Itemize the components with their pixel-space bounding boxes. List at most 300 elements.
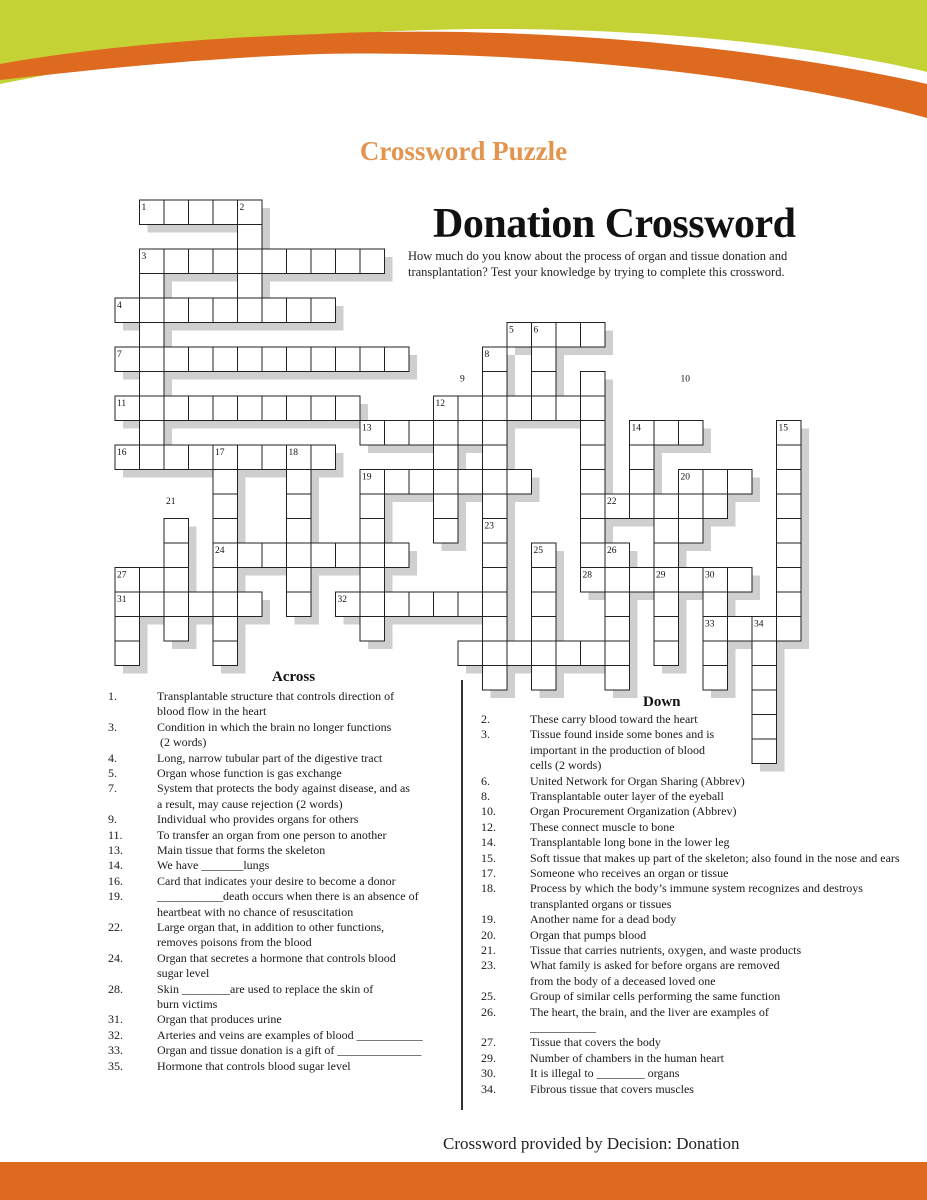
grid-cell[interactable] — [360, 617, 385, 642]
grid-cell[interactable] — [654, 543, 679, 568]
clue-text: Arteries and veins are examples of blood ___________ — [157, 1027, 423, 1042]
grid-cell[interactable] — [213, 347, 238, 372]
grid-cell[interactable] — [556, 641, 581, 666]
clue-text: We have _______lungs — [157, 858, 270, 873]
grid-cell[interactable] — [434, 421, 459, 446]
grid-cell[interactable] — [532, 666, 557, 691]
clue-number: 10. — [481, 804, 496, 819]
clue-number: 35. — [108, 1058, 123, 1073]
clue-number: 34. — [481, 1081, 496, 1096]
clue-number: 26. — [481, 1004, 496, 1019]
grid-clue-number: 23 — [484, 521, 494, 532]
grid-cell[interactable] — [605, 666, 630, 691]
grid-cell[interactable] — [262, 298, 287, 323]
grid-cell[interactable] — [703, 666, 728, 691]
grid-cell[interactable] — [164, 249, 189, 274]
clue-number: 25. — [481, 989, 496, 1004]
grid-cell[interactable] — [238, 347, 263, 372]
clue-row — [481, 804, 927, 819]
grid-cell[interactable] — [385, 421, 410, 446]
grid-cell[interactable] — [654, 494, 679, 519]
grid-cell[interactable] — [605, 641, 630, 666]
grid-cell[interactable] — [654, 641, 679, 666]
grid-cell[interactable] — [507, 470, 532, 495]
clue-number: 17. — [481, 866, 496, 880]
grid-cell[interactable] — [287, 519, 312, 544]
grid-cell[interactable] — [581, 519, 606, 544]
clue-number: 19. — [108, 889, 123, 904]
clue-number: 24. — [108, 950, 123, 965]
grid-cell[interactable] — [311, 543, 336, 568]
grid-cell[interactable] — [287, 592, 312, 617]
grid-cell[interactable] — [189, 347, 214, 372]
grid-cell[interactable] — [777, 568, 802, 593]
grid-cell[interactable] — [213, 494, 238, 519]
grid-cell[interactable] — [483, 445, 508, 470]
grid-cell[interactable] — [164, 445, 189, 470]
grid-cell[interactable] — [556, 396, 581, 421]
grid-cell[interactable] — [581, 323, 606, 348]
grid-clue-number: 25 — [533, 546, 543, 556]
clue-text: ___________ — [530, 1019, 596, 1034]
grid-clue-number: 9 — [460, 374, 465, 385]
grid-cell[interactable] — [728, 617, 753, 642]
grid-cell[interactable] — [360, 249, 385, 274]
grid-cell[interactable] — [189, 249, 214, 274]
grid-cell[interactable] — [581, 372, 606, 397]
column-divider — [461, 680, 463, 1110]
clue-row — [481, 1035, 927, 1050]
grid-cell[interactable] — [679, 568, 704, 593]
grid-cell[interactable] — [703, 592, 728, 617]
grid-cell[interactable] — [213, 568, 238, 593]
grid-cell[interactable] — [385, 543, 410, 568]
grid-cell[interactable] — [164, 200, 189, 225]
grid-cell[interactable] — [311, 445, 336, 470]
grid-cell[interactable] — [777, 445, 802, 470]
grid-clue-number: 14 — [631, 423, 641, 434]
grid-clue-number: 12 — [435, 399, 445, 409]
grid-cell[interactable] — [532, 396, 557, 421]
grid-cell[interactable] — [360, 543, 385, 568]
clue-text: sugar level — [157, 966, 210, 981]
clue-number: 9. — [108, 812, 117, 827]
grid-cell[interactable] — [532, 372, 557, 397]
grid-cell[interactable] — [360, 494, 385, 519]
grid-cell[interactable] — [164, 617, 189, 642]
grid-cell[interactable] — [630, 568, 655, 593]
grid-clue-number: 26 — [607, 546, 617, 556]
clue-text: Individual who provides organs for others — [157, 812, 359, 827]
clue-row — [481, 943, 927, 958]
grid-cell[interactable] — [189, 298, 214, 323]
grid-cell[interactable] — [115, 641, 140, 666]
grid-cell[interactable] — [483, 470, 508, 495]
clue-number: 11. — [108, 827, 123, 842]
clue-text: Tissue found inside some bones and is — [530, 727, 715, 742]
grid-cell[interactable] — [483, 494, 508, 519]
grid-cell[interactable] — [556, 323, 581, 348]
grid-cell[interactable] — [140, 372, 165, 397]
grid-cell[interactable] — [581, 494, 606, 519]
grid-cell[interactable] — [189, 200, 214, 225]
grid-cell[interactable] — [336, 249, 361, 274]
grid-cell[interactable] — [434, 445, 459, 470]
grid-clue-number: 18 — [288, 448, 298, 458]
grid-cell[interactable] — [532, 568, 557, 593]
grid-cell[interactable] — [581, 470, 606, 495]
clue-row — [481, 866, 927, 881]
section-title: Crossword Puzzle — [359, 136, 568, 166]
grid-cell[interactable] — [140, 274, 165, 299]
grid-cell[interactable] — [385, 470, 410, 495]
clue-number: 28. — [108, 981, 123, 996]
clue-row — [481, 989, 927, 1004]
clue-text: Card that indicates your desire to become a donor — [157, 873, 396, 888]
grid-cell[interactable] — [483, 666, 508, 691]
grid-clue-number: 20 — [680, 472, 690, 483]
grid-clue-number: 15 — [778, 423, 788, 434]
clue-text: Soft tissue that makes up part of the skeleton; also found in the nose and ears — [530, 850, 900, 865]
grid-cell[interactable] — [164, 298, 189, 323]
grid-cell[interactable] — [777, 519, 802, 544]
clue-number: 19. — [481, 912, 496, 927]
clue-row — [481, 958, 927, 989]
clue-number: 18. — [481, 881, 496, 896]
grid-cell[interactable] — [483, 592, 508, 617]
grid-cell[interactable] — [311, 298, 336, 323]
grid-cell[interactable] — [140, 298, 165, 323]
clue-text: Long, narrow tubular part of the digestive tract — [157, 750, 383, 765]
clue-number: 27. — [481, 1035, 496, 1050]
grid-cell[interactable] — [287, 470, 312, 495]
grid-clue-number: 19 — [362, 472, 372, 483]
grid-cell[interactable] — [777, 494, 802, 519]
grid-cell[interactable] — [458, 421, 483, 446]
grid-cell[interactable] — [458, 592, 483, 617]
grid-cell[interactable] — [507, 396, 532, 421]
clue-text: Condition in which the brain no longer functions — [157, 719, 392, 734]
grid-cell[interactable] — [703, 641, 728, 666]
grid-cell[interactable] — [189, 592, 214, 617]
grid-cell[interactable] — [360, 592, 385, 617]
grid-cell[interactable] — [777, 543, 802, 568]
grid-cell[interactable] — [409, 470, 434, 495]
grid-cell[interactable] — [483, 396, 508, 421]
clue-number: 16. — [108, 873, 123, 888]
grid-cell[interactable] — [140, 347, 165, 372]
grid-cell[interactable] — [752, 666, 777, 691]
grid-cell[interactable] — [140, 421, 165, 446]
grid-cell[interactable] — [238, 249, 263, 274]
clue-text: Someone who receives an organ or tissue — [530, 866, 729, 880]
grid-clue-number: 13 — [362, 423, 372, 434]
grid-clue-number: 16 — [117, 448, 127, 458]
grid-cell[interactable] — [409, 421, 434, 446]
grid-cell[interactable] — [213, 592, 238, 617]
grid-clue-number: 24 — [215, 546, 225, 556]
grid-cell[interactable] — [164, 347, 189, 372]
grid-clue-number: 2 — [239, 203, 245, 213]
grid-cell[interactable] — [752, 641, 777, 666]
clue-text: a result, may cause rejection (2 words) — [157, 796, 343, 811]
grid-cell[interactable] — [532, 617, 557, 642]
grid-cell[interactable] — [458, 641, 483, 666]
clue-number: 8. — [481, 789, 490, 803]
grid-cell[interactable] — [605, 617, 630, 642]
grid-cell[interactable] — [262, 249, 287, 274]
grid-cell[interactable] — [164, 519, 189, 544]
grid-clue-number: 5 — [509, 325, 514, 336]
grid-cell[interactable] — [434, 519, 459, 544]
grid-cell[interactable] — [581, 641, 606, 666]
grid-clue-number: 22 — [607, 497, 617, 507]
grid-clue-number: 32 — [337, 595, 347, 605]
grid-cell[interactable] — [483, 641, 508, 666]
clue-text: Large organ that, in addition to other functions, — [157, 920, 385, 934]
grid-cell[interactable] — [213, 396, 238, 421]
clue-row — [481, 835, 927, 850]
clue-text: System that protects the body against disease, and as — [157, 781, 410, 796]
grid-cell[interactable] — [434, 470, 459, 495]
clue-number: 33. — [108, 1043, 123, 1058]
grid-cell[interactable] — [311, 347, 336, 372]
clue-text: Tissue that covers the body — [530, 1035, 661, 1050]
clue-text: heartbeat with no chance of resuscitation — [157, 904, 354, 919]
grid-cell[interactable] — [679, 421, 704, 446]
grid-cell[interactable] — [532, 641, 557, 666]
grid-cell[interactable] — [115, 617, 140, 642]
grid-cell[interactable] — [654, 617, 679, 642]
grid-cell[interactable] — [262, 396, 287, 421]
grid-clue-number: 21 — [166, 497, 176, 507]
grid-clue-number: 7 — [117, 350, 122, 360]
grid-cell[interactable] — [238, 298, 263, 323]
grid-cell[interactable] — [189, 396, 214, 421]
clue-text: Group of similar cells performing the same function — [530, 989, 781, 1004]
grid-cell[interactable] — [434, 592, 459, 617]
clue-text: Number of chambers in the human heart — [530, 1050, 724, 1065]
grid-clue-number: 4 — [117, 301, 122, 311]
clue-number: 6. — [481, 773, 490, 788]
grid-clue-number: 10 — [680, 374, 690, 385]
clue-text: These carry blood toward the heart — [530, 712, 698, 726]
grid-cell[interactable] — [679, 494, 704, 519]
clue-number: 1. — [108, 689, 117, 703]
clue-row — [481, 712, 927, 727]
clue-number: 4. — [108, 750, 117, 765]
clue-text: United Network for Organ Sharing (Abbrev) — [530, 773, 745, 788]
grid-cell[interactable] — [164, 396, 189, 421]
grid-cell[interactable] — [287, 396, 312, 421]
grid-cell[interactable] — [679, 519, 704, 544]
grid-cell[interactable] — [581, 421, 606, 446]
grid-cell[interactable] — [360, 347, 385, 372]
grid-cell[interactable] — [483, 617, 508, 642]
grid-cell[interactable] — [360, 568, 385, 593]
grid-cell[interactable] — [777, 592, 802, 617]
across-heading: Across — [272, 669, 316, 685]
grid-cell[interactable] — [703, 470, 728, 495]
grid-cell[interactable] — [287, 298, 312, 323]
grid-cell[interactable] — [434, 494, 459, 519]
grid-cell[interactable] — [140, 568, 165, 593]
grid-cell[interactable] — [483, 372, 508, 397]
clue-text: burn victims — [157, 996, 218, 1011]
clue-text: Organ whose function is gas exchange — [157, 766, 342, 780]
grid-cell[interactable] — [630, 470, 655, 495]
clue-text: Tissue that carries nutrients, oxygen, and waste products — [530, 943, 802, 957]
clue-number: 15. — [481, 850, 496, 865]
footer-credit: Crossword provided by Decision: Donation — [443, 1134, 740, 1153]
grid-cell[interactable] — [311, 249, 336, 274]
clue-number: 23. — [481, 958, 496, 973]
grid-cell[interactable] — [654, 421, 679, 446]
grid-cell[interactable] — [458, 470, 483, 495]
grid-cell[interactable] — [385, 347, 410, 372]
grid-cell[interactable] — [213, 641, 238, 666]
clue-row — [481, 1051, 927, 1066]
grid-cell[interactable] — [189, 445, 214, 470]
grid-cell[interactable] — [483, 568, 508, 593]
grid-cell[interactable] — [703, 494, 728, 519]
grid-cell[interactable] — [140, 396, 165, 421]
grid-cell[interactable] — [262, 543, 287, 568]
grid-clue-number: 8 — [484, 350, 490, 360]
grid-cell[interactable] — [213, 519, 238, 544]
clue-text: Organ that secretes a hormone that controls blood — [157, 950, 396, 965]
clue-row — [481, 851, 927, 866]
grid-cell[interactable] — [213, 298, 238, 323]
grid-clue-number: 1 — [141, 203, 147, 213]
grid-cell[interactable] — [360, 519, 385, 544]
clue-text: It is illegal to ________ organs — [530, 1066, 680, 1081]
grid-cell[interactable] — [140, 592, 165, 617]
clue-text: removes poisons from the blood — [157, 935, 312, 950]
grid-cell[interactable] — [336, 347, 361, 372]
clue-row — [481, 727, 927, 773]
grid-cell[interactable] — [654, 592, 679, 617]
grid-cell[interactable] — [311, 396, 336, 421]
grid-cell[interactable] — [213, 470, 238, 495]
grid-cell[interactable] — [238, 592, 263, 617]
clue-text: Another name for a dead body — [530, 912, 677, 927]
clue-row — [481, 820, 927, 835]
grid-cell[interactable] — [213, 200, 238, 225]
grid-clue-number: 28 — [582, 570, 592, 581]
clue-text: Skin ________are used to replace the skin of — [157, 981, 374, 996]
grid-cell[interactable] — [140, 445, 165, 470]
clue-text: The heart, the brain, and the liver are examples of — [530, 1004, 769, 1019]
grid-cell[interactable] — [238, 274, 263, 299]
grid-cell[interactable] — [262, 445, 287, 470]
grid-cell[interactable] — [238, 543, 263, 568]
grid-cell[interactable] — [605, 568, 630, 593]
intro-text: How much do you know about the process of organ and tissue donation and transplantation? Test your knowledge by trying to complete this crossword. — [408, 249, 788, 279]
grid-clue-number: 27 — [117, 570, 127, 581]
clue-number: 5. — [108, 766, 117, 780]
grid-cell[interactable] — [336, 396, 361, 421]
grid-cell[interactable] — [654, 519, 679, 544]
clue-number: 29. — [481, 1050, 496, 1065]
grid-cell[interactable] — [752, 690, 777, 715]
grid-cell[interactable] — [262, 347, 287, 372]
clue-text: (2 words) — [157, 735, 207, 750]
grid-cell[interactable] — [483, 543, 508, 568]
grid-cell[interactable] — [287, 347, 312, 372]
grid-cell[interactable] — [213, 617, 238, 642]
grid-cell[interactable] — [630, 494, 655, 519]
grid-cell[interactable] — [164, 543, 189, 568]
footer-band — [0, 1162, 927, 1200]
grid-cell[interactable] — [164, 568, 189, 593]
grid-clue-number: 30 — [705, 570, 715, 581]
clue-row — [481, 789, 927, 804]
grid-cell[interactable] — [336, 543, 361, 568]
clue-number: 31. — [108, 1012, 123, 1027]
grid-clue-number: 11 — [117, 399, 127, 409]
grid-cell[interactable] — [581, 543, 606, 568]
grid-cell[interactable] — [140, 323, 165, 348]
grid-cell[interactable] — [581, 396, 606, 421]
grid-cell[interactable] — [777, 470, 802, 495]
grid-cell[interactable] — [287, 249, 312, 274]
grid-cell[interactable] — [287, 568, 312, 593]
grid-cell[interactable] — [238, 225, 263, 250]
grid-cell[interactable] — [532, 347, 557, 372]
clue-text: These connect muscle to bone — [530, 819, 675, 834]
grid-cell[interactable] — [605, 592, 630, 617]
clue-row — [481, 1066, 927, 1081]
grid-cell[interactable] — [777, 617, 802, 642]
grid-cell[interactable] — [287, 494, 312, 519]
clue-text: blood flow in the heart — [157, 704, 267, 719]
grid-cell[interactable] — [409, 592, 434, 617]
clue-text: To transfer an organ from one person to another — [157, 827, 387, 842]
grid-cell[interactable] — [458, 396, 483, 421]
grid-cell[interactable] — [532, 592, 557, 617]
grid-cell[interactable] — [238, 396, 263, 421]
clue-text: Transplantable structure that controls direction of — [157, 689, 395, 703]
grid-cell[interactable] — [164, 592, 189, 617]
grid-cell[interactable] — [213, 249, 238, 274]
clue-text: Organ that produces urine — [157, 1012, 282, 1027]
grid-cell[interactable] — [385, 592, 410, 617]
grid-cell[interactable] — [287, 543, 312, 568]
grid-cell[interactable] — [728, 568, 753, 593]
clue-number: 22. — [108, 920, 123, 934]
grid-cell[interactable] — [483, 421, 508, 446]
grid-cell[interactable] — [630, 445, 655, 470]
grid-cell[interactable] — [238, 445, 263, 470]
clue-text: What family is asked for before organs are removed — [530, 958, 780, 973]
grid-clue-number: 17 — [215, 448, 225, 458]
clue-number: 2. — [481, 712, 490, 726]
clue-number: 20. — [481, 927, 496, 942]
clue-text: from the body of a deceased loved one — [530, 973, 716, 988]
grid-cell-layer — [115, 200, 801, 764]
clue-number: 30. — [481, 1066, 496, 1081]
grid-cell[interactable] — [581, 445, 606, 470]
clue-text: Process by which the body’s immune system recognizes and destroys — [530, 881, 863, 896]
grid-cell[interactable] — [507, 641, 532, 666]
clue-text: cells (2 words) — [530, 758, 602, 773]
clue-text: ___________death occurs when there is an absence of — [157, 889, 419, 904]
clue-number: 12. — [481, 819, 496, 834]
grid-clue-number: 29 — [656, 570, 666, 581]
clue-text: Main tissue that forms the skeleton — [157, 843, 326, 857]
grid-cell[interactable] — [728, 470, 753, 495]
